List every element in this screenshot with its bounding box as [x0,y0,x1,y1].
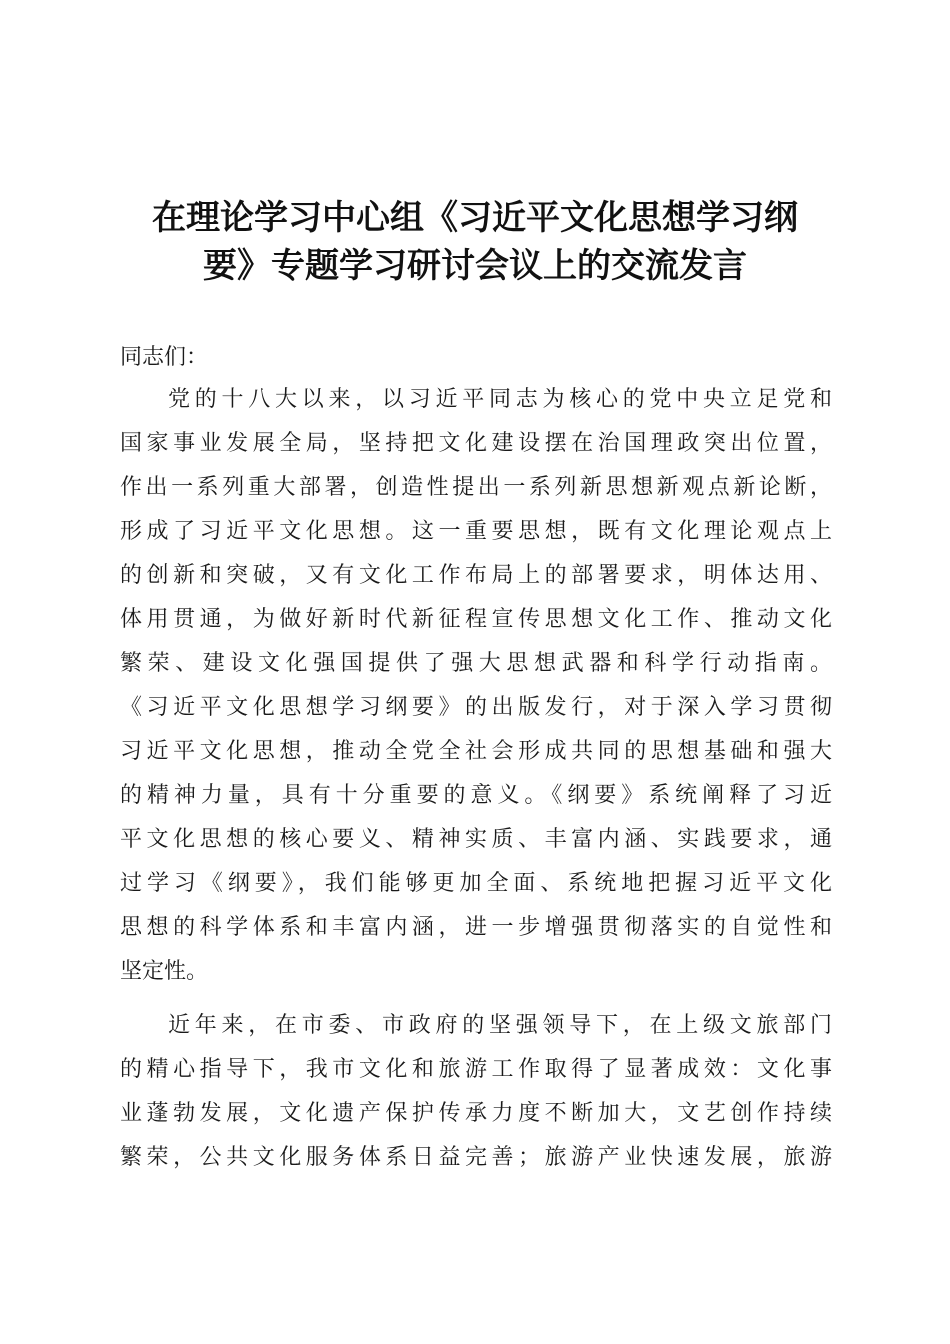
paragraph-1-line: 思想的科学体系和丰富内涵，进一步增强贯彻落实的自觉性和 [120,915,832,940]
paragraph-2-line: 繁荣，公共文化服务体系日益完善；旅游产业快速发展，旅游 [120,1145,832,1170]
paragraph-1-line: 繁荣、建设文化强国提供了强大思想武器和科学行动指南。 [120,651,832,676]
paragraph-1-line: 体用贯通，为做好新时代新征程宣传思想文化工作、推动文化 [120,607,832,632]
document-title-line-2: 要》专题学习研讨会议上的交流发言 [203,246,747,286]
paragraph-1-line: 形成了习近平文化思想。这一重要思想，既有文化理论观点上 [120,519,832,544]
paragraph-2-line: 业蓬勃发展，文化遗产保护传承力度不断加大，文艺创作持续 [120,1101,832,1126]
greeting: 同志们： [120,345,209,370]
paragraph-1-line: 党的十八大以来，以习近平同志为核心的党中央立足党和 [168,387,832,412]
paragraph-1-line: 过学习《纲要》，我们能够更加全面、系统地把握习近平文化 [120,871,832,896]
paragraph-1-line: 的精神力量，具有十分重要的意义。《纲要》系统阐释了习近 [120,783,832,808]
paragraph-1-line: 平文化思想的核心要义、精神实质、丰富内涵、实践要求，通 [120,827,832,852]
paragraph-2-line: 近年来，在市委、市政府的坚强领导下，在上级文旅部门 [168,1013,832,1038]
paragraph-1-line: 国家事业发展全局，坚持把文化建设摆在治国理政突出位置， [120,431,832,456]
paragraph-1-line: 的创新和突破，又有文化工作布局上的部署要求，明体达用、 [120,563,832,588]
paragraph-2-line: 的精心指导下，我市文化和旅游工作取得了显著成效：文化事 [120,1057,832,1082]
paragraph-1-line: 《习近平文化思想学习纲要》的出版发行，对于深入学习贯彻 [120,695,832,720]
paragraph-1-line: 习近平文化思想，推动全党全社会形成共同的思想基础和强大 [120,739,832,764]
paragraph-1-line: 作出一系列重大部署，创造性提出一系列新思想新观点新论断， [120,475,832,500]
paragraph-1-line: 坚定性。 [120,959,209,984]
document-title-line-1: 在理论学习中心组《习近平文化思想学习纲 [152,198,798,238]
